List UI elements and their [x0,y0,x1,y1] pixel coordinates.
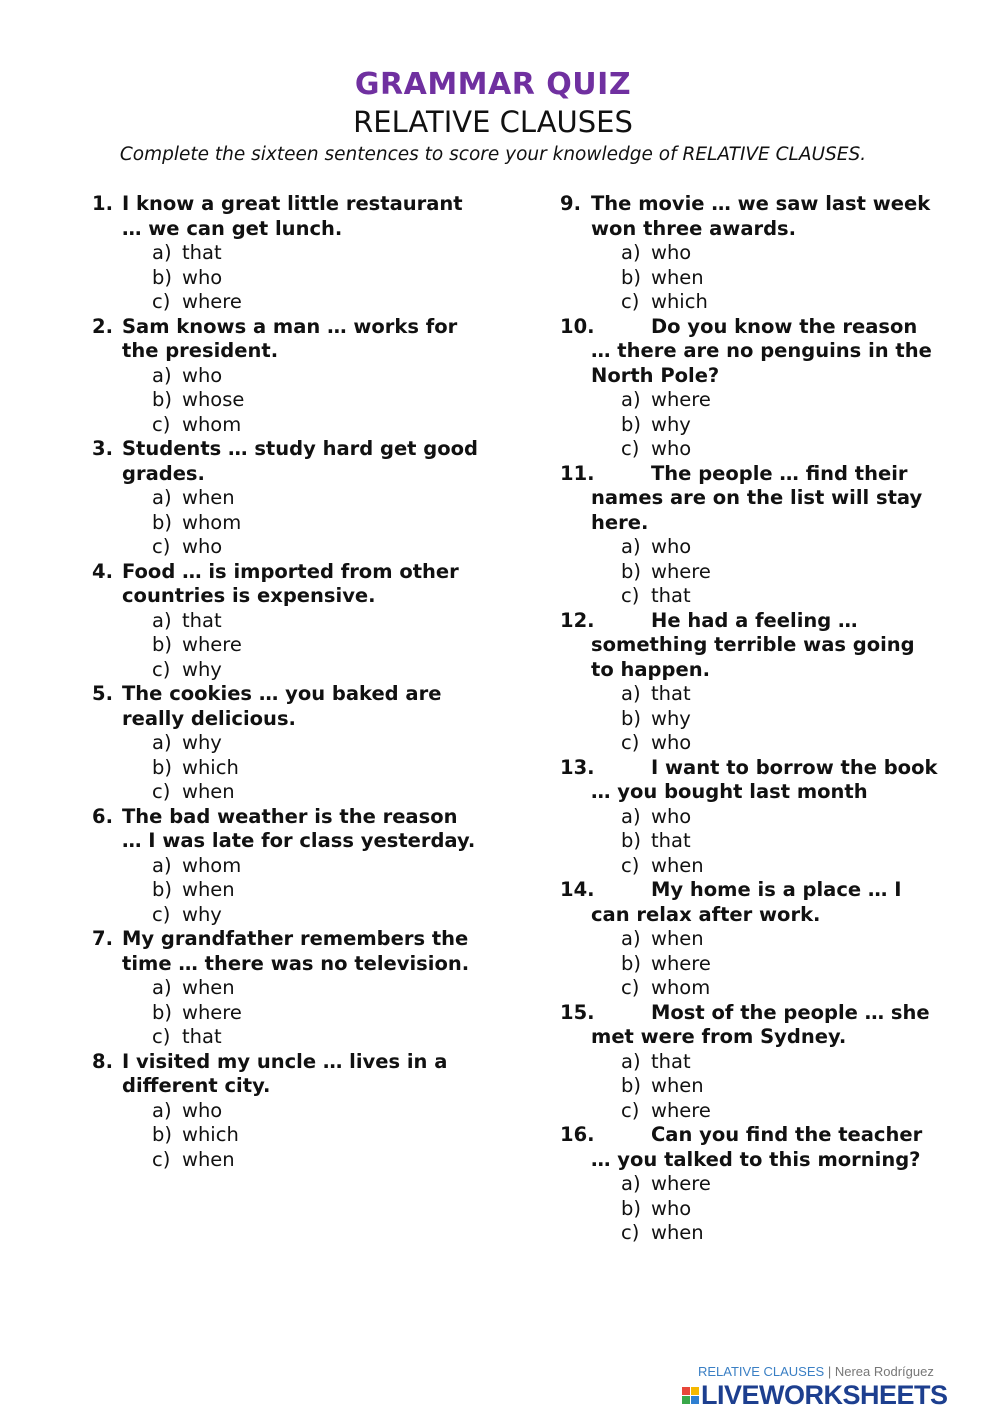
answer-option[interactable] [92,1099,482,1124]
option-letter: c) [621,1221,640,1244]
answer-option[interactable] [92,413,482,438]
option-letter: b) [152,755,172,779]
answer-option[interactable] [560,437,950,462]
logo-block [682,1387,690,1395]
option-text: who [182,535,223,558]
option-letter: b) [621,1196,641,1220]
question-stem [560,192,950,241]
option-text: why [182,731,222,754]
answer-option[interactable] [560,707,950,732]
question-stem [560,756,950,805]
question-number: 2. [92,314,113,338]
question-item [560,315,950,462]
answer-option[interactable] [92,976,482,1001]
question-text [591,756,941,805]
option-letter: c) [621,853,640,877]
option-text: where [182,633,242,656]
question-stem [92,1050,482,1099]
option-text: who [182,363,223,387]
option-text: why [182,902,222,926]
option-text: why [182,657,222,681]
option-text: where [651,559,711,583]
answer-option[interactable] [92,903,482,928]
question-item [92,1050,482,1173]
option-letter: c) [621,976,640,999]
question-text: I visited my uncle … lives in a different city. [122,1049,448,1097]
question-item [560,878,950,1001]
question-text-content: My home is a place … I can relax after work. [591,878,902,926]
option-text: where [651,951,711,975]
answer-option[interactable] [560,805,950,830]
question-item [92,927,482,1050]
question-number: 14. [560,878,595,901]
answer-option[interactable] [92,878,482,903]
question-text [591,1123,941,1172]
option-text: who [651,804,692,828]
question-text-content: He had a feeling … something terrible was going to happen. [591,608,915,681]
answer-option[interactable] [560,1221,950,1246]
question-item [560,756,950,879]
question-item [92,437,482,560]
option-letter: c) [152,1025,171,1048]
option-text: where [651,1172,711,1195]
question-text [591,878,941,927]
option-text: when [182,1147,235,1171]
answer-option[interactable] [92,633,482,658]
option-letter: c) [621,290,640,313]
answer-option[interactable] [92,731,482,756]
question-stem [92,927,482,976]
option-text: when [182,976,235,999]
option-letter: b) [152,878,172,901]
question-stem [560,462,950,536]
quiz-instructions: Complete the sixteen sentences to score your knowledge of RELATIVE CLAUSES. [119,144,867,165]
option-text: where [651,388,711,411]
option-letter: c) [621,731,640,754]
option-text: where [182,290,242,313]
question-stem [92,192,482,241]
question-stem [560,878,950,927]
answer-option[interactable] [560,731,950,756]
option-letter: b) [152,633,172,656]
option-letter: a) [152,486,172,509]
logo-text: LIVEWORKSHEETS [701,1380,948,1410]
question-text-content: Can you find the teacher … you talked to this morning? [591,1123,923,1171]
question-item [560,192,950,315]
answer-option[interactable] [92,266,482,291]
question-item [560,1001,950,1124]
logo-block [691,1396,699,1404]
question-number: 12. [560,608,595,632]
answer-option[interactable] [92,658,482,683]
option-letter: a) [621,804,641,828]
question-number: 6. [92,804,113,828]
question-text: The cookies … you baked are really delicious. [122,682,442,730]
answer-option[interactable] [92,1123,482,1148]
option-text: who [182,1098,223,1122]
option-letter: b) [621,829,641,852]
quiz-subtitle: RELATIVE CLAUSES [353,105,633,139]
question-number: 5. [92,682,113,705]
question-item [92,315,482,438]
question-text [591,1001,941,1050]
option-text: where [651,1098,711,1122]
option-text: when [182,486,235,509]
option-text: whom [182,412,242,436]
option-letter: b) [621,559,641,583]
footer-topic: RELATIVE CLAUSES [698,1364,825,1379]
question-number: 8. [92,1049,113,1073]
option-letter: a) [621,535,641,558]
question-number: 13. [560,755,595,779]
option-letter: b) [621,706,641,730]
option-letter: a) [152,853,172,877]
option-letter: b) [152,1123,172,1146]
option-letter: c) [152,1147,171,1171]
option-text: who [651,535,692,558]
answer-option[interactable] [560,952,950,977]
option-letter: c) [621,437,640,460]
option-text: that [182,1025,222,1048]
question-text: Food … is imported from other countries is expensive. [122,559,459,607]
answer-option[interactable] [560,388,950,413]
question-text [591,462,941,536]
logo-blocks-icon [682,1387,699,1404]
option-letter: c) [152,535,171,558]
quiz-header [0,66,986,170]
question-number: 4. [92,559,113,583]
option-text: when [651,927,704,950]
option-letter: c) [152,657,171,681]
option-letter: a) [621,682,641,705]
answer-option[interactable] [560,829,950,854]
question-item [92,560,482,683]
option-letter: a) [621,241,641,264]
option-text: which [182,755,239,779]
question-stem [560,315,950,389]
question-item [560,462,950,609]
answer-option[interactable] [560,241,950,266]
question-number: 1. [92,192,113,215]
option-text: which [182,1123,239,1146]
option-text: that [651,1049,691,1073]
option-text: when [182,780,235,803]
answer-option[interactable] [560,560,950,585]
question-text [591,609,941,683]
option-letter: a) [152,608,172,632]
logo-block [682,1396,690,1404]
option-text: when [651,1074,704,1097]
quiz-title: GRAMMAR QUIZ [354,67,632,102]
option-text: that [651,682,691,705]
answer-option[interactable] [92,1001,482,1026]
answer-option[interactable] [92,241,482,266]
question-item [92,805,482,928]
option-text: who [651,1196,692,1220]
question-number: 16. [560,1123,595,1146]
answer-option[interactable] [560,976,950,1001]
question-stem [92,805,482,854]
question-stem [560,1001,950,1050]
question-text: The bad weather is the reason … I was late for class yesterday. [122,804,476,852]
question-text-content: The people … find their names are on the list will stay here. [591,461,923,534]
answer-option[interactable] [92,364,482,389]
left-question-column [92,192,482,1172]
answer-option[interactable] [92,780,482,805]
option-letter: a) [152,731,172,754]
answer-option[interactable] [560,1050,950,1075]
option-text: which [651,290,708,313]
logo-block [691,1387,699,1395]
question-stem [92,560,482,609]
option-text: that [182,608,222,632]
answer-option[interactable] [560,1172,950,1197]
answer-option[interactable] [560,682,950,707]
option-letter: b) [621,1074,641,1097]
option-letter: c) [152,780,171,803]
question-text: The movie … we saw last week won three awards. [591,192,931,240]
footer [682,1364,972,1409]
option-text: why [651,706,691,730]
option-letter: c) [621,1098,640,1122]
answer-option[interactable] [92,290,482,315]
option-text: who [651,437,692,460]
question-text: I know a great little restaurant … we can get lunch. [122,192,463,240]
question-stem [92,437,482,486]
answer-option[interactable] [92,854,482,879]
question-text-content: I want to borrow the book … you bought last month [591,755,938,803]
question-item [560,609,950,756]
option-letter: a) [621,1172,641,1195]
question-number: 10. [560,314,595,338]
answer-option[interactable] [92,1148,482,1173]
option-text: that [651,584,691,607]
option-letter: b) [152,1000,172,1024]
question-text-content: Most of the people … she met were from Sydney. [591,1000,930,1048]
answer-option[interactable] [560,854,950,879]
option-letter: b) [621,265,641,289]
liveworksheets-logo[interactable] [682,1381,972,1409]
answer-option[interactable] [560,927,950,952]
question-item [560,1123,950,1246]
option-text: when [651,853,704,877]
option-text: that [182,241,222,264]
option-letter: b) [152,265,172,289]
option-letter: a) [152,976,172,999]
option-letter: b) [621,951,641,975]
option-letter: a) [621,1049,641,1073]
answer-option[interactable] [92,1025,482,1050]
question-text: Sam knows a man … works for the president. [122,314,458,362]
option-letter: c) [152,412,171,436]
answer-option[interactable] [92,535,482,560]
option-text: when [182,878,235,901]
footer-author: Nerea Rodríguez [834,1364,934,1379]
option-text: who [651,241,692,264]
option-letter: b) [152,510,172,534]
option-text: whom [182,510,242,534]
option-text: whose [182,388,245,411]
question-text [591,315,941,389]
question-item [92,682,482,805]
answer-option[interactable] [92,486,482,511]
question-stem [92,682,482,731]
question-text-content: Do you know the reason … there are no penguins in the North Pole? [591,314,932,387]
option-text: who [651,731,692,754]
answer-option[interactable] [560,1197,950,1222]
answer-option[interactable] [92,388,482,413]
footer-separator: | [827,1364,832,1379]
option-text: when [651,265,704,289]
option-letter: a) [152,241,172,264]
question-number: 11. [560,461,595,485]
question-number: 7. [92,927,113,950]
question-number: 3. [92,437,113,460]
question-number: 15. [560,1000,595,1024]
question-text: Students … study hard get good grades. [122,437,478,485]
answer-option[interactable] [560,535,950,560]
option-text: that [651,829,691,852]
answer-option[interactable] [560,290,950,315]
option-text: when [651,1221,704,1244]
question-item [92,192,482,315]
answer-option[interactable] [92,756,482,781]
option-text: where [182,1000,242,1024]
option-text: why [651,412,691,436]
option-letter: a) [621,388,641,411]
option-text: whom [651,976,711,999]
option-letter: b) [621,412,641,436]
question-stem [92,315,482,364]
option-letter: a) [152,1098,172,1122]
answer-option[interactable] [92,511,482,536]
option-letter: c) [621,584,640,607]
option-letter: c) [152,902,171,926]
footer-credit [682,1364,972,1379]
answer-option[interactable] [560,1074,950,1099]
answer-option[interactable] [92,609,482,634]
option-letter: c) [152,290,171,313]
answer-option[interactable] [560,1099,950,1124]
answer-option[interactable] [560,266,950,291]
right-question-column [560,192,950,1246]
option-text: whom [182,853,242,877]
question-text: My grandfather remembers the time … there was no television. [122,927,470,975]
question-stem [560,1123,950,1172]
answer-option[interactable] [560,584,950,609]
option-letter: b) [152,388,172,411]
question-number: 9. [560,192,581,215]
option-letter: a) [621,927,641,950]
option-text: who [182,265,223,289]
question-stem [560,609,950,683]
answer-option[interactable] [560,413,950,438]
option-letter: a) [152,363,172,387]
